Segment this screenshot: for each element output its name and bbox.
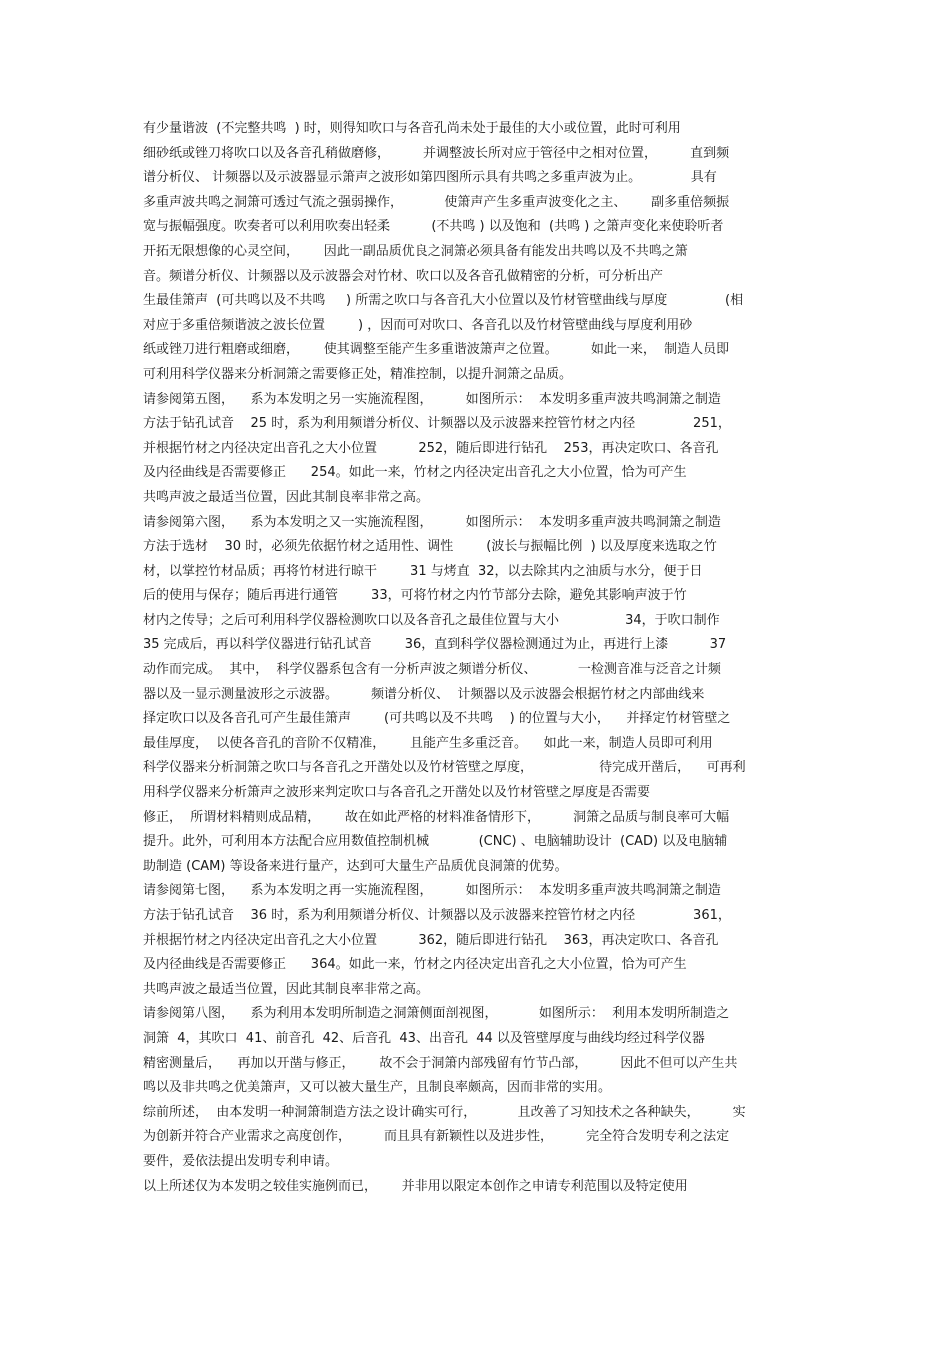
text-line: 请参阅第六图， 系为本发明之又一实施流程图， 如图所示： 本发明多重声波共鸣洞箫之制造: [143, 514, 721, 530]
text-line: 修正， 所谓材料精则成品精， 故在如此严格的材料准备情形下， 洞箫之品质与制良率可大幅: [143, 809, 730, 825]
text-line: 综前所述， 由本发明一种洞箫制造方法之设计确实可行， 且改善了习知技术之各种缺失， 实: [143, 1104, 746, 1120]
text-line: 开拓无限想像的心灵空间， 因此一副品质优良之洞箫必须具备有能发出共鸣以及不共鸣之箫: [143, 243, 688, 259]
text-line: 器以及一显示测量波形之示波器。 频谱分析仪、 计频器以及示波器会根据竹材之内部曲线来: [143, 686, 705, 702]
text-line: 要件，爰依法提出发明专利申请。: [143, 1153, 339, 1169]
text-line: 请参阅第七图， 系为本发明之再一实施流程图， 如图所示： 本发明多重声波共鸣洞箫之制造: [143, 883, 721, 899]
text-line: 并根据竹材之内径决定出音孔之大小位置 362，随后即进行钻孔 363，再决定吹口、各音孔: [143, 932, 719, 948]
text-line: 材，以掌控竹材品质；再将竹材进行晾干 31 与烤直 32，以去除其内之油质与水分，便于日: [143, 563, 703, 579]
text-line: 助制造 (CAM) 等设备来进行量产，达到可大量生产品质优良洞箫的优势。: [143, 858, 568, 874]
text-line: 并根据竹材之内径决定出音孔之大小位置 252，随后即进行钻孔 253，再决定吹口、各音孔: [143, 440, 719, 456]
text-line: 生最佳箫声 (可共鸣以及不共鸣 ) 所需之吹口与各音孔大小位置以及竹材管壁曲线与厚度 (相: [143, 293, 744, 309]
text-line: 洞箫 4，其吹口 41、前音孔 42、后音孔 43、出音孔 44 以及管壁厚度与曲线均经过科学仪器: [143, 1030, 705, 1046]
text-line: 及内径曲线是否需要修正 364。如此一来，竹材之内径决定出音孔之大小位置，恰为可产生: [143, 957, 687, 973]
text-line: 可利用科学仪器来分析洞箫之需要修正处，精准控制，以提升洞箫之品质。: [143, 366, 573, 382]
text-line: 谱分析仪、 计频器以及示波器显示箫声之波形如第四图所示具有共鸣之多重声波为止。 具有: [143, 170, 717, 186]
text-line: 提升。此外，可利用本方法配合应用数值控制机械 (CNC) 、电脑辅助设计 (CAD) 以及电脑辅: [143, 834, 728, 850]
text-line: 音。频谱分析仪、计频器以及示波器会对竹材、吹口以及各音孔做精密的分析，可分析出产: [143, 268, 664, 284]
text-line: 科学仪器来分析洞箫之吹口与各音孔之开凿处以及竹材管壁之厚度， 待完成开凿后， 可再利: [143, 760, 746, 776]
text-line: 方法于选材 30 时，必须先依据竹材之适用性、调性 (波长与振幅比例 ) 以及厚度来选取之竹: [143, 539, 717, 555]
text-line: 及内径曲线是否需要修正 254。如此一来，竹材之内径决定出音孔之大小位置，恰为可产生: [143, 465, 687, 481]
text-line: 材内之传导；之后可利用科学仪器检测吹口以及各音孔之最佳位置与大小 34，于吹口制作: [143, 612, 720, 628]
text-line: 方法于钻孔试音 25 时，系为利用频谱分析仪、计频器以及示波器来控管竹材之内径 251，: [143, 416, 731, 432]
text-line: 最佳厚度， 以使各音孔的音阶不仅精准， 且能产生多重泛音。 如此一来，制造人员即可利用: [143, 735, 713, 751]
text-line: 有少量谐波 (不完整共鸣 ) 时，则得知吹口与各音孔尚未处于最佳的大小或位置，此时可利用: [143, 121, 681, 136]
text-line: 择定吹口以及各音孔可产生最佳箫声 (可共鸣以及不共鸣 ) 的位置与大小， 并择定竹材管壁之: [143, 711, 731, 727]
text-line: 方法于钻孔试音 36 时，系为利用频谱分析仪、计频器以及示波器来控管竹材之内径 361，: [143, 908, 731, 923]
text-line: 共鸣声波之最适当位置，因此其制良率非常之高。: [143, 489, 430, 505]
text-line: 细砂纸或锉刀将吹口以及各音孔稍做磨修， 并调整波长所对应于管径中之相对位置， 直到频: [143, 145, 730, 161]
text-line: 纸或锉刀进行粗磨或细磨， 使其调整至能产生多重谐波箫声之位置。 如此一来， 制造人员即: [143, 342, 730, 358]
text-line: 请参阅第八图， 系为利用本发明所制造之洞箫侧面剖视图， 如图所示： 利用本发明所制造之: [143, 1006, 730, 1022]
text-line: 35 完成后，再以科学仪器进行钻孔试音 36，直到科学仪器检测通过为止，再进行上漆 37: [143, 637, 727, 653]
body-text: [143, 117, 813, 1199]
text-line: 动作而完成。 其中， 科学仪器系包含有一分析声波之频谱分析仪、 一检测音准与泛音之计频: [143, 662, 721, 678]
text-line: 鸣以及非共鸣之优美箫声，又可以被大量生产，且制良率颇高，因而非常的实用。: [143, 1080, 612, 1096]
text-line: 用科学仪器来分析箫声之波形来判定吹口与各音孔之开凿处以及竹材管壁之厚度是否需要: [143, 785, 651, 801]
text-line: 多重声波共鸣之洞箫可透过气流之强弱操作， 使箫声产生多重声波变化之主、 副多重倍频振: [143, 194, 730, 210]
text-line: 对应于多重倍频谐波之波长位置 ) ，因而可对吹口、各音孔以及竹材管壁曲线与厚度利用砂: [143, 317, 693, 333]
text-line: 为创新并符合产业需求之高度创作， 而且具有新颖性以及进步性， 完全符合发明专利之法定: [143, 1129, 730, 1145]
text-line: 宽与振幅强度。吹奏者可以利用吹奏出轻柔 (不共鸣 ) 以及饱和 (共鸣 ) 之箫声变化来使聆听者: [143, 219, 724, 235]
text-line: 共鸣声波之最适当位置，因此其制良率非常之高。: [143, 981, 430, 997]
text-line: 后的使用与保存；随后再进行通管 33，可将竹材之内竹节部分去除，避免其影响声波于竹: [143, 588, 687, 604]
text-line: 精密测量后， 再加以开凿与修正， 故不会于洞箫内部残留有竹节凸部， 因此不但可以产生共: [143, 1055, 738, 1071]
text-line: 以上所述仅为本发明之较佳实施例而已， 并非用以限定本创作之申请专利范围以及特定使用: [143, 1178, 688, 1194]
text-line: 请参阅第五图， 系为本发明之另一实施流程图， 如图所示： 本发明多重声波共鸣洞箫之制造: [143, 391, 721, 407]
